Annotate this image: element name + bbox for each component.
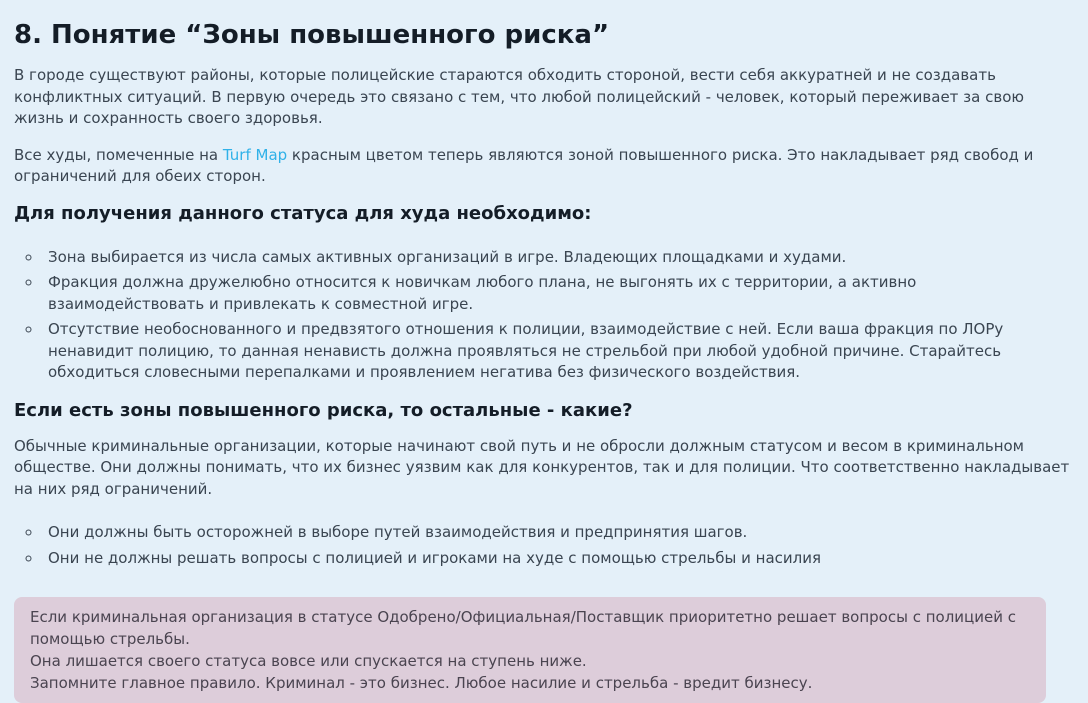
intro-paragraph: В городе существуют районы, которые полицейские стараются обходить стороной, вести себя аккуратней и не создавать конфликтных ситуаций. В первую очередь это связано с тем, что любой полицейский - человек, который переживает за свою жизнь и сохранность своего здоровья.: [14, 66, 1025, 127]
callout-line: Если криминальная организация в статусе Одобрено/Официальная/Поставщик приоритетно решает вопросы с полицией с помощью стрельбы.: [30, 608, 1016, 648]
requirements-list-item: ◦ Зона выбирается из числа самых активных организаций в игре. Владеющих площадками и худами.: [42, 247, 1074, 269]
callout-line: Она лишается своего статуса вовсе или спускается на ступень ниже.: [30, 652, 587, 670]
turf-paragraph-before-link: Все худы, помеченные на: [14, 145, 223, 164]
requirements-list-item: ◦ Фракция должна дружелюбно относится к новичкам любого плана, не выгонять их с территории, а активно взаимодействовать и привлекать к совместной игре.: [42, 272, 1074, 315]
warning-callout: [14, 597, 1046, 703]
requirements-list: [14, 247, 1074, 384]
turf-map-paragraph: [14, 145, 1074, 188]
callout-line: Запомните главное правило. Криминал - это бизнес. Любое насилие и стрельба - вредит бизнесу.: [30, 674, 813, 692]
turf-map-link[interactable]: Turf Map: [222, 145, 288, 164]
turf-paragraph-after-link: красным цветом теперь являются зоной повышенного риска. Это накладывает ряд свобод и ограничений для обеих сторон.: [14, 145, 1034, 185]
section-heading-status-requirements: Для получения данного статуса для худа необходимо:: [14, 202, 592, 224]
restrictions-list-item: ◦ Они не должны решать вопросы с полицией и игроками на худе с помощью стрельбы и насилия: [42, 548, 1074, 570]
restrictions-list: [14, 522, 1074, 569]
requirements-list-item: ◦ Отсутствие необоснованного и предвзятого отношения к полиции, взаимодействие с ней. Если ваша фракция по ЛОРу ненавидит полицию, то данная ненависть должна проявляться не стрельбой при любой удобной причине. Старайтесь обходиться словесными перепалками и проявлением негатива без физического воздействия.: [42, 319, 1074, 384]
restrictions-list-item: ◦ Они должны быть осторожней в выборе путей взаимодействия и предпринятия шагов.: [42, 522, 1074, 544]
page-title: 8. Понятие “Зоны повышенного риска”: [14, 20, 610, 50]
section-heading-other-zones: Если есть зоны повышенного риска, то остальные - какие?: [14, 399, 633, 421]
other-zones-paragraph: Обычные криминальные организации, которые начинают свой путь и не обросли должным статусом и весом в криминальном обществе. Они должны понимать, что их бизнес уязвим как для конкурентов, так и для полиции. Что соответственно накладывает на них ряд ограничений.: [14, 436, 1070, 498]
